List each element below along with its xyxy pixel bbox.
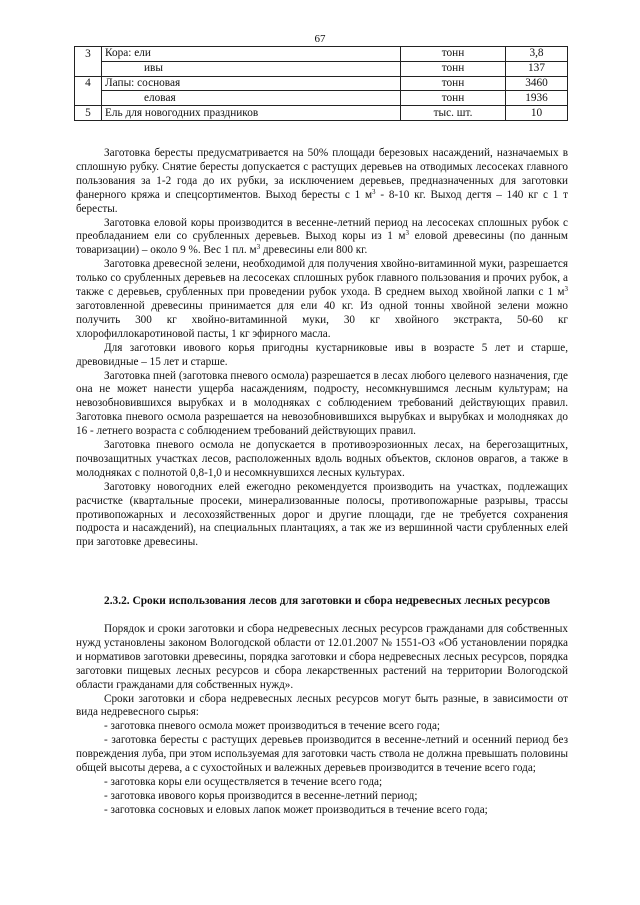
resource-value: 3460 <box>506 76 568 91</box>
resource-name: ивы <box>102 61 401 76</box>
resource-unit: тонн <box>401 76 506 91</box>
resource-unit: тонн <box>401 91 506 106</box>
list-item: - заготовка сосновых и еловых лапок может производиться в течение всего года; <box>104 803 488 816</box>
paragraph-order: Порядок и сроки заготовки и сбора недревесных лесных ресурсов гражданами для собственных нужд установлены законом Вологодской области от 12.01.2007 № 1551-ОЗ «Об установлении порядка и нормативов заготовки древесины, порядка заготовки и сбора недревесных лесных ресурсов, порядка заготовки пищевых лесных ресурсов и сбора лекарственных растений на территории Вологодской области гражданами для собственных нужд». <box>76 623 568 691</box>
body-text-lower <box>76 623 568 818</box>
section-heading: 2.3.2. Сроки использования лесов для заготовки и сбора недревесных лесных ресурсов <box>104 595 551 607</box>
paragraph-terms-intro: Сроки заготовки и сбора недревесных лесных ресурсов могут быть разные, в зависимости от вида недревесного сырья: <box>76 692 568 719</box>
paragraph-birch-bark: Заготовка бересты предусматривается на 50% площади березовых насаждений, назначаемых в сплошную рубку. Снятие бересты допускается с растущих деревьев на отводимых лесосеках главного пользования за 1-2 года до их рубки, за исключением деревьев, предназначенных для заготовки фанерного кряжа и спецсортиментов. Выход бересты с 1 $м^3 - 8-10$ кг. Выход дегтя – 140 кг с 1 т бересты. <box>76 147 568 215</box>
table-row <box>75 106 568 121</box>
resource-unit: тонн <box>401 47 506 62</box>
resource-name: еловая <box>102 91 401 106</box>
paragraph-spruce-bark: Заготовка еловой коры производится в весенне-летний период на лесосеках сплошных рубок с преобладанием ели со срубленных деревьев. Выход коры из 1 $м^3$ еловой древесины (по данным товаризации) – около 9 %. Вес 1 пл. $м^3$ древесины ели 800 кг. <box>76 216 568 257</box>
list-item: - заготовка коры ели осуществляется в течение всего года; <box>104 775 383 788</box>
table-row <box>75 91 568 106</box>
resource-value: 1936 <box>506 91 568 106</box>
row-number <box>75 91 102 106</box>
list-item: - заготовка пневого осмола может производиться в течение всего года; <box>104 720 441 733</box>
row-number <box>75 61 102 76</box>
table-row <box>75 47 568 62</box>
row-number: 4 <box>75 76 102 91</box>
resource-name: Кора: ели <box>102 47 401 62</box>
table-row <box>75 76 568 91</box>
row-number: 3 <box>75 47 102 62</box>
table-row <box>75 61 568 76</box>
list-item: - заготовка ивового корья производится в весенне-летний период; <box>104 789 418 802</box>
resource-name: Ель для новогодних праздников <box>102 106 401 121</box>
resource-value: 10 <box>506 106 568 121</box>
resource-unit: тыс. шт. <box>401 106 506 121</box>
resource-unit: тонн <box>401 61 506 76</box>
resource-value: 3,8 <box>506 47 568 62</box>
list-item: - заготовка бересты с растущих деревьев производится в весенне-летний и осенний период без повреждения луба, при этом используемая для заготовки часть ствола не должна превышать половины общей высоты дерева, а с сухостойных и валежных деревьев производится в течение всего года; <box>76 734 568 775</box>
paragraph-new-year-trees: Заготовку новогодних елей ежегодно рекомендуется производить на участках, подлежащих расчистке (квартальные просеки, минерализованные полосы, противопожарные разрывы, трассы противопожарных и лесохозяйственных дорог и другие площади, где не требуется сохранения подроста и насаждений), на специальных плантациях, а так же из вершинной части срубленных елей при заготовке древесины. <box>76 480 568 549</box>
resource-value: 137 <box>506 61 568 76</box>
paragraph-stumps: Заготовка пней (заготовка пневого осмола) разрешается в лесах любого целевого назначения, где она не может нанести ущерба насаждениям, подросту, несомкнувшимся лесным культурам; на невозобновившихся вырубках и в молодняках с соблюдением требований действующих правил. Заготовка пневого осмола разрешается на невозобновившихся вырубках и вырубках и молодняках до 16 - летнего возраста с соблюдением требований действующих правил. <box>76 369 568 438</box>
row-number: 5 <box>75 106 102 121</box>
paragraph-greens: Заготовка древесной зелени, необходимой для получения хвойно-витаминной муки, разрешается только со срубленных деревьев на лесосеках сплошных рубок главного пользования и прочих рубок, а также с деревьев, срубленных при проведении рубок ухода. В среднем выход хвойной лапки с 1 $м^3$ заготовленной древесины принимается для ели 40 кг. Из одной тонны хвойной зелени можно получить 300 кг хвойно-витаминной муки, 30 кг хвойного экстракта, 50-60 кг хлорофиллокаротиновой пасты, 1 кг эфирного масла. <box>76 258 568 340</box>
paragraph-stumps-ban: Заготовка пневого осмола не допускается в противоэрозионных лесах, на берегозащитных, почвозащитных участках лесов, расположенных вдоль водных объектов, склонов оврагов, а также в молодняках с полнотой 0,8-1,0 и несомкнувшихся лесных культурах. <box>76 439 568 479</box>
resources-table <box>74 46 568 121</box>
page-number: 67 <box>314 33 326 45</box>
resource-name: Лапы: сосновая <box>102 76 401 91</box>
body-text-upper <box>76 147 568 550</box>
paragraph-willow: Для заготовки ивового корья пригодны кустарниковые ивы в возрасте 5 лет и старше, древовидные – 15 лет и старше. <box>76 341 568 368</box>
